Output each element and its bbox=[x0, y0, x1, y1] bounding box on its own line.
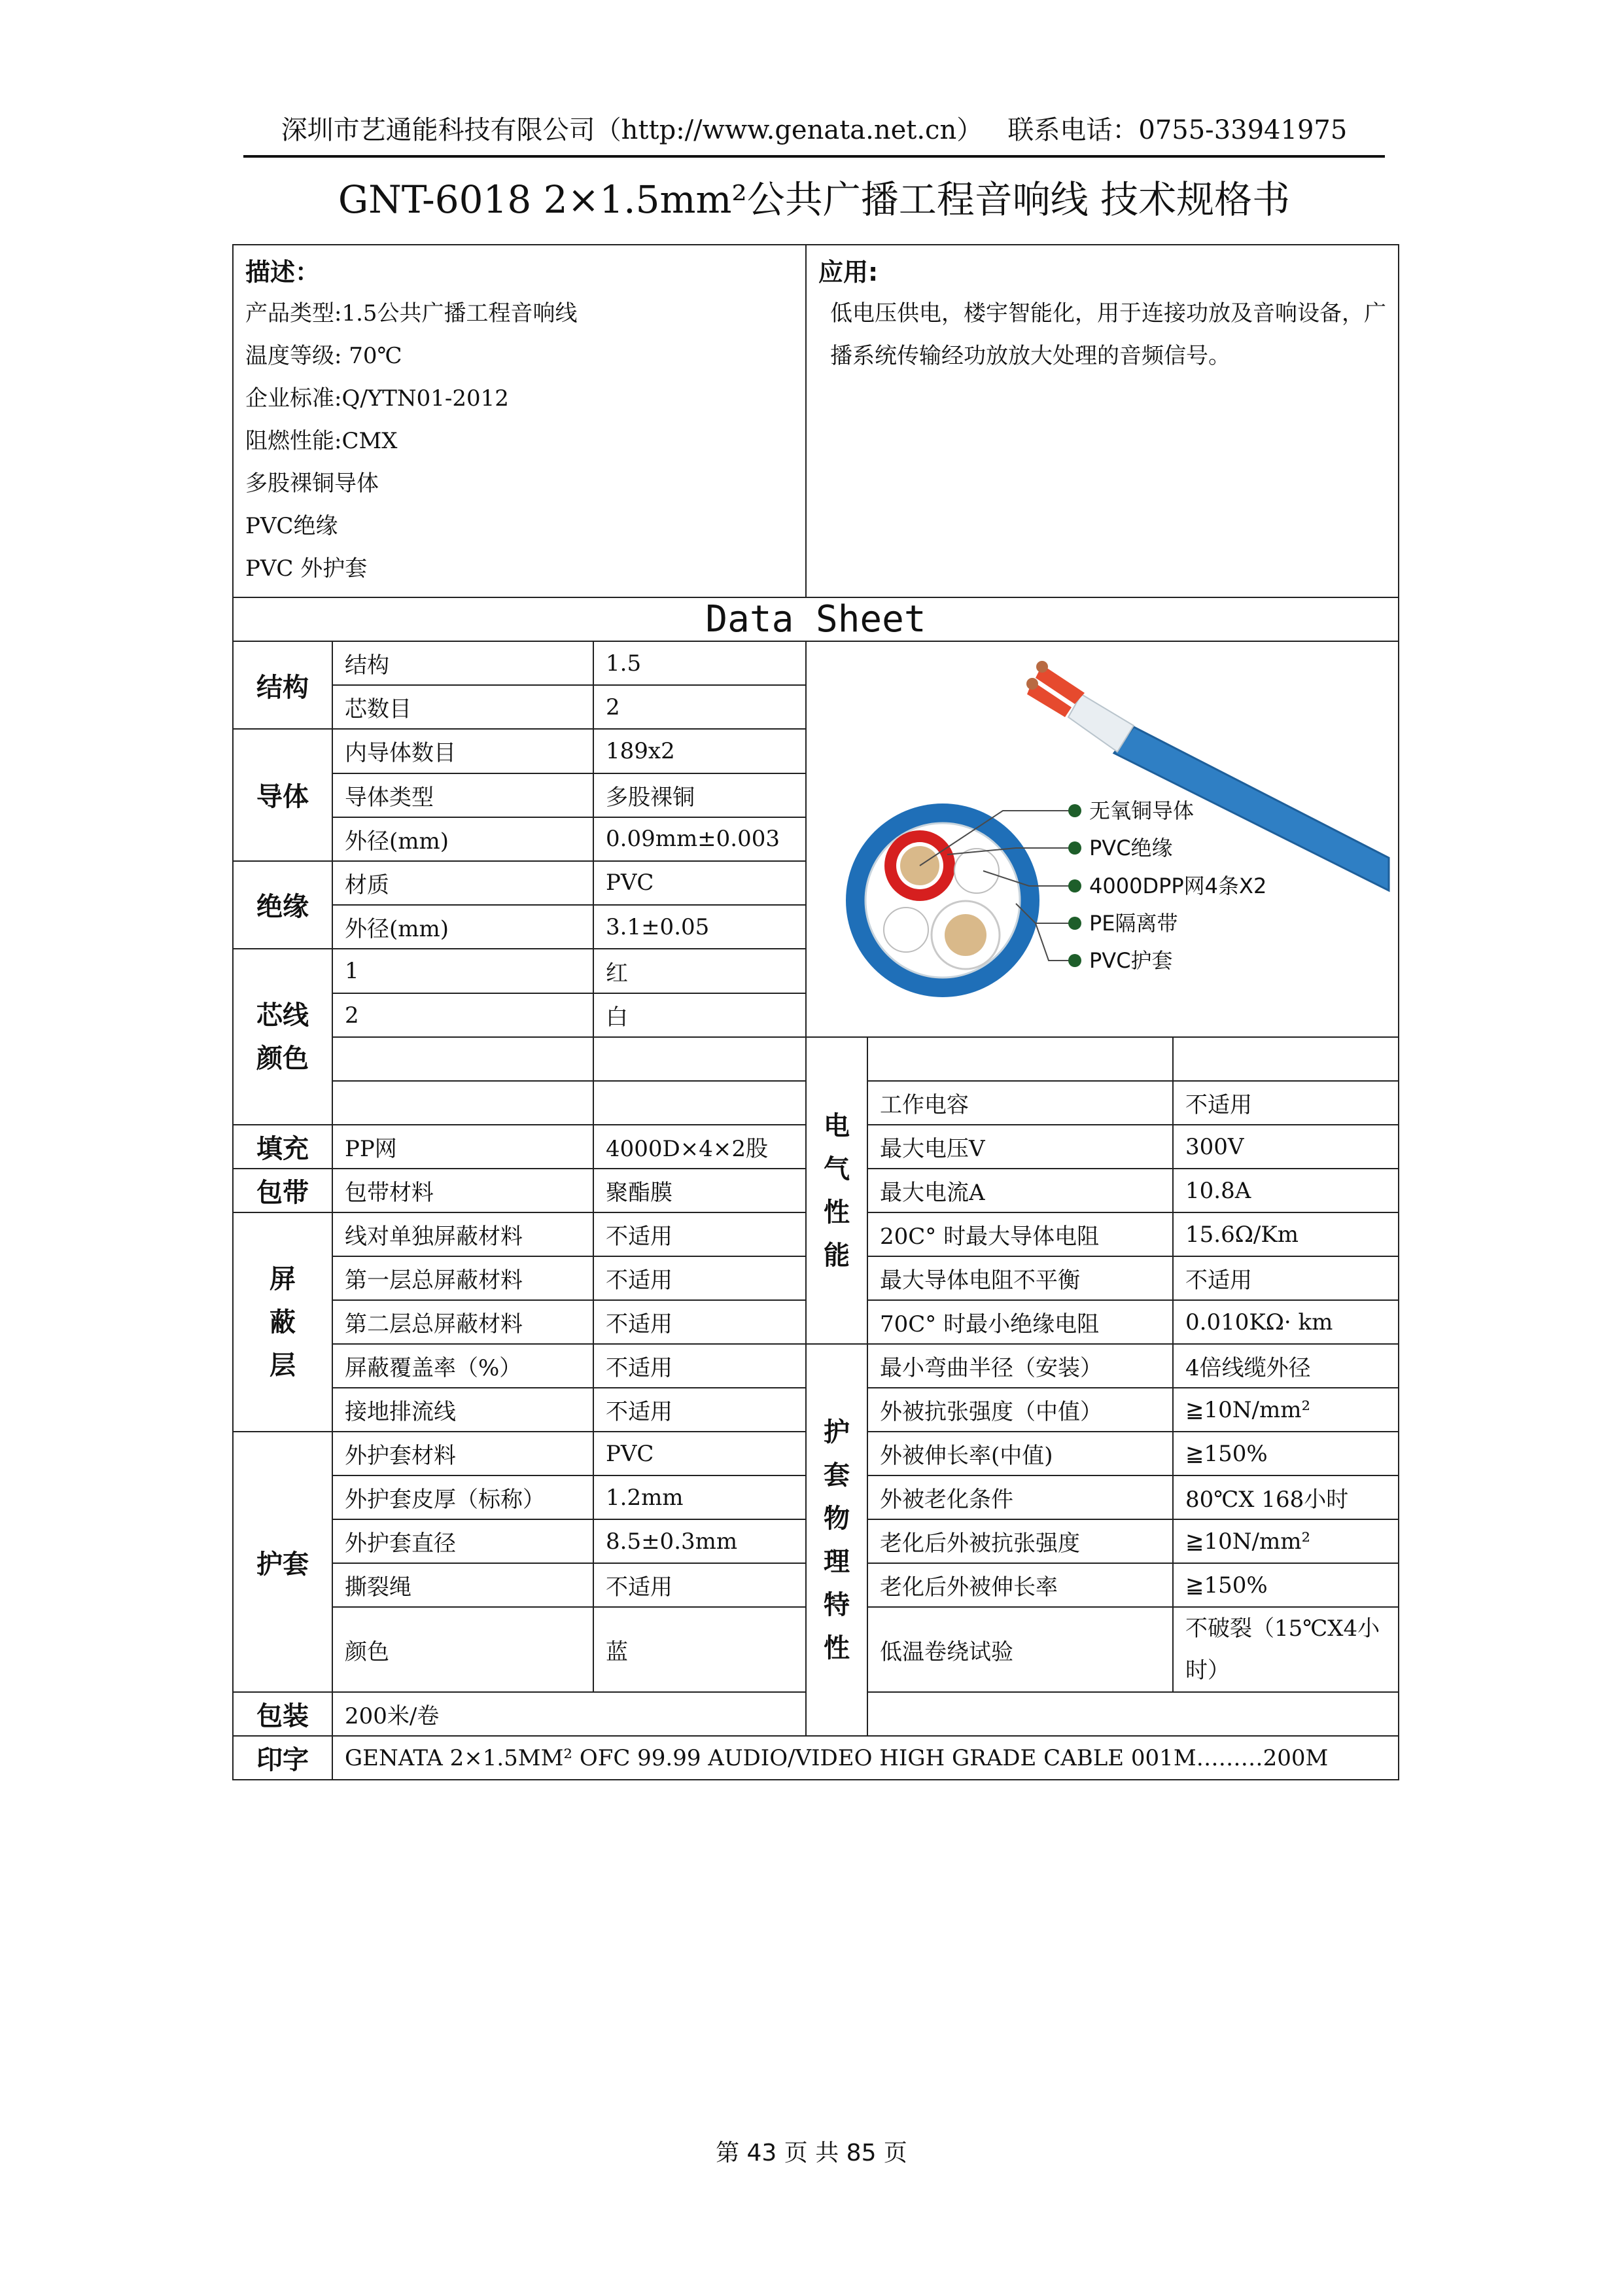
cable-diagram-svg bbox=[807, 642, 1399, 1036]
param-label: 2 bbox=[332, 993, 593, 1037]
section-core-color: 芯线 颜色 bbox=[233, 949, 332, 1125]
section-wrap: 包带 bbox=[233, 1169, 332, 1212]
param-label: 外护套皮厚（标称） bbox=[332, 1475, 593, 1519]
description-line: 温度等级: 70℃ bbox=[245, 343, 402, 369]
electrical-label: 最大电流A bbox=[867, 1169, 1173, 1212]
description-line: 多股裸铜导体 bbox=[245, 470, 379, 497]
diagram-label: 4000DPP网4条X2 bbox=[1089, 874, 1267, 898]
param-value: 不适用 bbox=[593, 1344, 806, 1388]
physical-label: 外被伸长率(中值) bbox=[867, 1432, 1173, 1475]
application-cell bbox=[806, 245, 1399, 597]
print-value: GENATA 2×1.5MM² OFC 99.99 AUDIO/VIDEO HIGH GRADE CABLE 001M………200M bbox=[332, 1736, 1399, 1780]
cable-photo bbox=[1026, 661, 1389, 891]
contact-phone: 联系电话：0755-33941975 bbox=[1007, 115, 1348, 145]
physical-label: 老化后外被抗张强度 bbox=[867, 1519, 1173, 1563]
physical-value: 不破裂（15℃X4小时） bbox=[1173, 1607, 1399, 1692]
param-label: 屏蔽覆盖率（%） bbox=[332, 1344, 593, 1388]
param-value: 白 bbox=[593, 993, 806, 1037]
section-conductor: 导体 bbox=[233, 729, 332, 861]
param-label: 线对单独屏蔽材料 bbox=[332, 1212, 593, 1256]
electrical-value: 15.6Ω/Km bbox=[1173, 1212, 1399, 1256]
param-label: 芯数目 bbox=[332, 685, 593, 729]
electrical-label: 最大导体电阻不平衡 bbox=[867, 1256, 1173, 1300]
param-label: 颜色 bbox=[332, 1607, 593, 1692]
empty-cell bbox=[867, 1037, 1173, 1081]
param-label: 撕裂绳 bbox=[332, 1563, 593, 1607]
physical-label: 低温卷绕试验 bbox=[867, 1607, 1173, 1692]
description-cell bbox=[233, 245, 806, 597]
param-value: 2 bbox=[593, 685, 806, 729]
param-value: 不适用 bbox=[593, 1256, 806, 1300]
param-value: 3.1±0.05 bbox=[593, 905, 806, 949]
param-value: 多股裸铜 bbox=[593, 773, 806, 817]
physical-value: ≧150% bbox=[1173, 1563, 1399, 1607]
param-label: PP网 bbox=[332, 1125, 593, 1169]
section-package: 包装 bbox=[233, 1692, 332, 1736]
param-label: 内导体数目 bbox=[332, 729, 593, 773]
param-value: 不适用 bbox=[593, 1388, 806, 1432]
description-line: 阻燃性能:CMX bbox=[245, 428, 398, 454]
physical-value: ≧150% bbox=[1173, 1432, 1399, 1475]
filler-strand bbox=[954, 849, 999, 893]
header-divider bbox=[243, 155, 1385, 158]
param-label: 第二层总屏蔽材料 bbox=[332, 1300, 593, 1344]
diagram-label: 无氧铜导体 bbox=[1089, 798, 1195, 823]
cable-cross-section bbox=[846, 804, 1039, 997]
section-shield: 屏 蔽 层 bbox=[233, 1212, 332, 1432]
description-line: 产品类型:1.5公共广播工程音响线 bbox=[245, 300, 578, 327]
param-value: 蓝 bbox=[593, 1607, 806, 1692]
physical-label: 老化后外被伸长率 bbox=[867, 1563, 1173, 1607]
electrical-label: 70C° 时最小绝缘电阻 bbox=[867, 1300, 1173, 1344]
physical-value: 4倍线缆外径 bbox=[1173, 1344, 1399, 1388]
filler-strand bbox=[884, 908, 928, 952]
section-insulation: 绝缘 bbox=[233, 861, 332, 949]
param-label: 外护套材料 bbox=[332, 1432, 593, 1475]
description-heading: 描述： bbox=[245, 258, 321, 287]
param-value: 8.5±0.3mm bbox=[593, 1519, 806, 1563]
package-value: 200米/卷 bbox=[332, 1692, 1399, 1736]
empty-cell bbox=[593, 1081, 806, 1125]
empty-cell bbox=[332, 1081, 593, 1125]
param-value: 1.5 bbox=[593, 641, 806, 685]
electrical-value: 0.010KΩ· km bbox=[1173, 1300, 1399, 1344]
empty-cell bbox=[332, 1037, 593, 1081]
physical-label: 最小弯曲半径（安装） bbox=[867, 1344, 1173, 1388]
empty-cell bbox=[593, 1037, 806, 1081]
electrical-value: 不适用 bbox=[1173, 1256, 1399, 1300]
electrical-label: 最大电压V bbox=[867, 1125, 1173, 1169]
electrical-value: 300V bbox=[1173, 1125, 1399, 1169]
section-structure: 结构 bbox=[233, 641, 332, 729]
electrical-label: 工作电容 bbox=[867, 1081, 1173, 1125]
physical-label: 外被抗张强度（中值） bbox=[867, 1388, 1173, 1432]
param-value: 不适用 bbox=[593, 1212, 806, 1256]
param-value: 0.09mm±0.003 bbox=[593, 817, 806, 861]
copper-conductor-2 bbox=[945, 914, 986, 956]
section-electrical: 电 气 性 能 bbox=[806, 1037, 867, 1344]
application-text: 低电压供电，楼宇智能化，用于连接功放及音响设备，广播系统传输经功放放大处理的音频信号。 bbox=[830, 300, 1386, 369]
document-title: GNT-6018 2×1.5mm²公共广播工程音响线 技术规格书 bbox=[338, 177, 1291, 222]
param-value: 189x2 bbox=[593, 729, 806, 773]
description-row bbox=[233, 245, 1399, 597]
description-line: PVC绝缘 bbox=[245, 513, 338, 539]
section-filler: 填充 bbox=[233, 1125, 332, 1169]
company-name: 深圳市艺通能科技有限公司（http://www.genata.net.cn） bbox=[281, 115, 983, 145]
diagram-label: PE隔离带 bbox=[1089, 911, 1178, 936]
cable-diagram bbox=[806, 641, 1399, 1037]
datasheet-title: Data Sheet bbox=[233, 597, 1399, 641]
application-heading: 应用: bbox=[818, 258, 879, 287]
empty-cell bbox=[1173, 1037, 1399, 1081]
param-label: 导体类型 bbox=[332, 773, 593, 817]
section-print: 印字 bbox=[233, 1736, 332, 1780]
section-jacket-physical: 护 套 物 理 特 性 bbox=[806, 1344, 867, 1736]
electrical-value: 不适用 bbox=[1173, 1081, 1399, 1125]
param-value: 不适用 bbox=[593, 1563, 806, 1607]
param-value: 红 bbox=[593, 949, 806, 993]
diagram-label-dots bbox=[1068, 804, 1081, 967]
param-label: 外护套直径 bbox=[332, 1519, 593, 1563]
param-value: 聚酯膜 bbox=[593, 1169, 806, 1212]
description-line: 企业标准:Q/YTN01-2012 bbox=[245, 385, 509, 412]
param-value: 1.2mm bbox=[593, 1475, 806, 1519]
spec-table bbox=[232, 244, 1399, 1780]
physical-value: ≧10N/mm² bbox=[1173, 1388, 1399, 1432]
description-line: PVC 外护套 bbox=[245, 556, 368, 582]
param-value: PVC bbox=[593, 1432, 806, 1475]
param-label: 第一层总屏蔽材料 bbox=[332, 1256, 593, 1300]
param-label: 结构 bbox=[332, 641, 593, 685]
page-header bbox=[243, 114, 1385, 147]
page-number: 第 43 页 共 85 页 bbox=[716, 2140, 907, 2166]
param-label: 接地排流线 bbox=[332, 1388, 593, 1432]
physical-value: 80℃X 168小时 bbox=[1173, 1475, 1399, 1519]
param-label: 1 bbox=[332, 949, 593, 993]
section-jacket: 护套 bbox=[233, 1432, 332, 1692]
physical-value: ≧10N/mm² bbox=[1173, 1519, 1399, 1563]
param-value: 不适用 bbox=[593, 1300, 806, 1344]
physical-label: 外被老化条件 bbox=[867, 1475, 1173, 1519]
electrical-label: 20C° 时最大导体电阻 bbox=[867, 1212, 1173, 1256]
param-value: 4000D×4×2股 bbox=[593, 1125, 806, 1169]
param-label: 包带材料 bbox=[332, 1169, 593, 1212]
param-label: 材质 bbox=[332, 861, 593, 906]
param-label: 外径(mm) bbox=[332, 817, 593, 861]
diagram-label: PVC护套 bbox=[1089, 948, 1173, 973]
electrical-value: 10.8A bbox=[1173, 1169, 1399, 1212]
param-value: PVC bbox=[593, 861, 806, 906]
diagram-label: PVC绝缘 bbox=[1089, 836, 1173, 860]
param-label: 外径(mm) bbox=[332, 905, 593, 949]
